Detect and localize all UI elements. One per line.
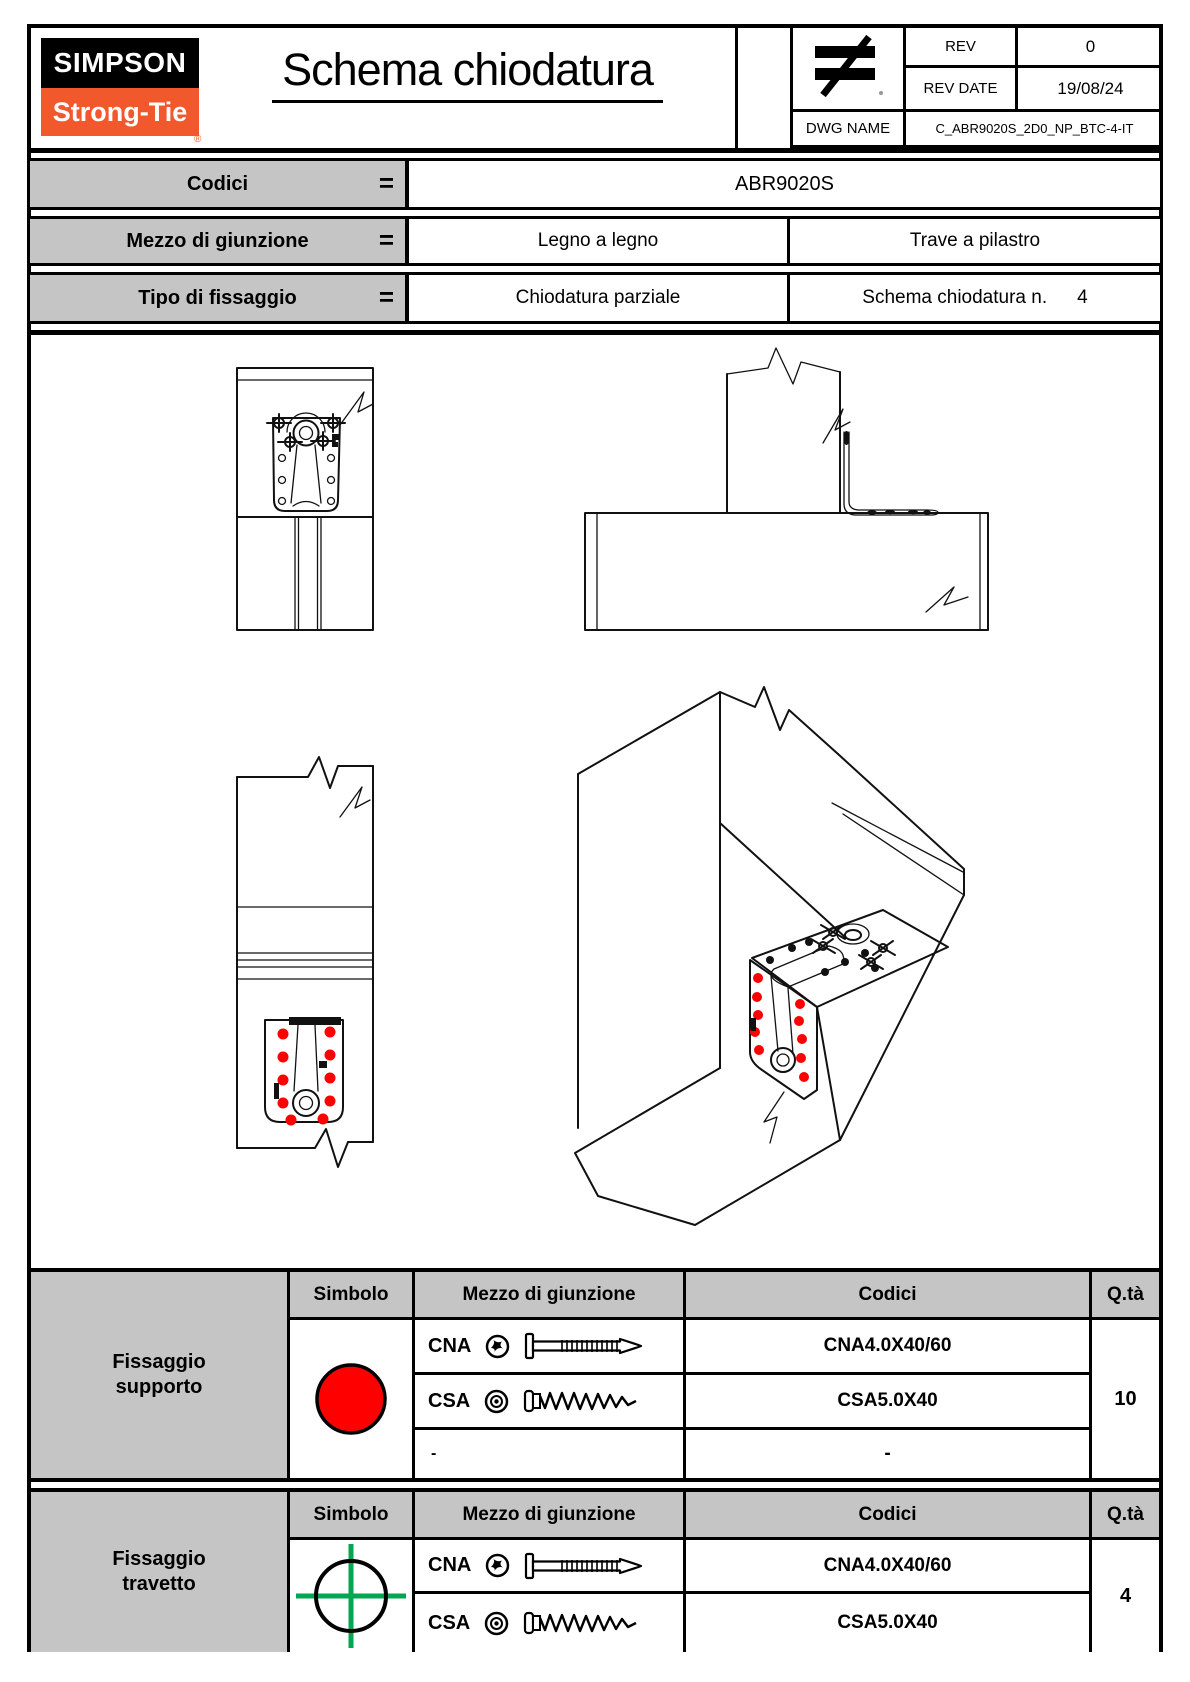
fastener-row-cna bbox=[415, 1540, 686, 1594]
col-header-simbolo: Simbolo bbox=[290, 1272, 415, 1320]
rev-date-label: REV DATE bbox=[906, 68, 1018, 112]
mezzo-label: Mezzo di giunzione bbox=[126, 229, 309, 252]
wood-screw-icon bbox=[523, 1608, 675, 1638]
equals-sign: = bbox=[378, 167, 394, 198]
front-view bbox=[237, 757, 373, 1167]
fastener-code: - bbox=[686, 1430, 1092, 1478]
info-row-codici bbox=[27, 158, 1163, 210]
ring-nail-icon bbox=[524, 1551, 676, 1581]
symbol-cell bbox=[290, 1540, 415, 1652]
page-title-text: Schema chiodatura bbox=[272, 44, 663, 103]
cna-head-icon bbox=[484, 1552, 511, 1579]
csa-head-icon bbox=[483, 1388, 510, 1415]
equals-sign: = bbox=[378, 281, 394, 312]
rev-value: 0 bbox=[1018, 28, 1163, 68]
side-view bbox=[585, 348, 988, 630]
ring-nail-icon bbox=[524, 1331, 676, 1361]
equals-sign: = bbox=[378, 224, 394, 255]
codici-label: Codici bbox=[186, 172, 249, 195]
dwg-name-label: DWG NAME bbox=[793, 112, 906, 145]
fastener-name: CSA bbox=[428, 1389, 471, 1412]
fastener-code: CNA4.0X40/60 bbox=[686, 1540, 1092, 1594]
isometric-view bbox=[575, 687, 964, 1225]
simpson-logo-text: SIMPSON bbox=[53, 47, 187, 78]
mezzo-value-2: Trave a pilastro bbox=[909, 230, 1041, 251]
col-header-qta: Q.tà bbox=[1092, 1272, 1159, 1320]
fastener-row-csa bbox=[415, 1375, 686, 1430]
tipo-value-1: Chiodatura parziale bbox=[409, 275, 790, 321]
symbol-cell bbox=[290, 1320, 415, 1478]
supporto-nail-markers-front bbox=[278, 1027, 336, 1126]
group-label-cell bbox=[31, 1272, 290, 1478]
group-label-cell bbox=[31, 1492, 290, 1652]
fastener-row-empty: - bbox=[415, 1430, 686, 1478]
col-header-qta: Q.tà bbox=[1092, 1492, 1159, 1540]
col-header-mezzo: Mezzo di giunzione bbox=[415, 1272, 686, 1320]
not-equal-symbol-drawing bbox=[803, 33, 893, 105]
codici-label-cell bbox=[30, 161, 409, 207]
page-title bbox=[205, 44, 730, 103]
registered-mark: ® bbox=[194, 134, 202, 145]
info-row-mezzo bbox=[27, 216, 1163, 266]
header-separator bbox=[27, 148, 1163, 153]
fastener-code: CSA5.0X40 bbox=[686, 1594, 1092, 1652]
fastener-name: CNA bbox=[428, 1554, 472, 1576]
not-equal-icon bbox=[793, 28, 906, 112]
wood-screw-icon bbox=[523, 1386, 675, 1416]
fastener-code: CSA5.0X40 bbox=[686, 1375, 1092, 1430]
green-crosshair-icon bbox=[292, 1540, 410, 1652]
fastener-code: CNA4.0X40/60 bbox=[686, 1320, 1092, 1375]
header-divider bbox=[735, 28, 738, 148]
revision-block bbox=[790, 28, 1163, 148]
col-header-mezzo: Mezzo di giunzione bbox=[415, 1492, 686, 1540]
rev-label: REV bbox=[906, 28, 1018, 68]
col-header-codici: Codici bbox=[686, 1272, 1092, 1320]
group-label: Fissaggio supporto bbox=[112, 1351, 206, 1398]
fastener-name: CNA bbox=[428, 1334, 472, 1357]
fastener-row-cna bbox=[415, 1320, 686, 1375]
mezzo-value-1: Legno a legno bbox=[409, 219, 790, 263]
dwg-name-value: C_ABR9020S_2D0_NP_BTC-4-IT bbox=[935, 121, 1134, 136]
csa-head-icon bbox=[483, 1610, 510, 1637]
col-header-codici: Codici bbox=[686, 1492, 1092, 1540]
group-label: Fissaggio travetto bbox=[112, 1548, 206, 1595]
tipo-label: Tipo di fissaggio bbox=[138, 286, 297, 309]
mezzo-label-cell bbox=[30, 219, 409, 263]
col-header-simbolo: Simbolo bbox=[290, 1492, 415, 1540]
codici-value: ABR9020S bbox=[735, 172, 834, 195]
rev-date-value: 19/08/24 bbox=[1018, 68, 1163, 112]
plan-view bbox=[237, 368, 373, 630]
schema-chiodatura-n-label: Schema chiodatura n. bbox=[862, 287, 1048, 308]
fastener-row-csa bbox=[415, 1594, 686, 1652]
qty-value: 4 bbox=[1092, 1540, 1159, 1652]
fastener-name: CSA bbox=[428, 1611, 471, 1634]
fixing-table-supporto bbox=[27, 1268, 1163, 1482]
fixing-table-travetto bbox=[27, 1488, 1163, 1652]
cna-head-icon bbox=[484, 1333, 511, 1360]
strong-tie-logo-text: Strong-Tie bbox=[52, 96, 188, 127]
schema-chiodatura-n-value: 4 bbox=[1077, 287, 1088, 308]
strong-tie-logo bbox=[41, 88, 199, 136]
qty-value: 10 bbox=[1092, 1320, 1159, 1478]
red-circle-icon bbox=[308, 1356, 394, 1442]
technical-drawing bbox=[27, 310, 1163, 1268]
simpson-logo bbox=[41, 38, 199, 88]
